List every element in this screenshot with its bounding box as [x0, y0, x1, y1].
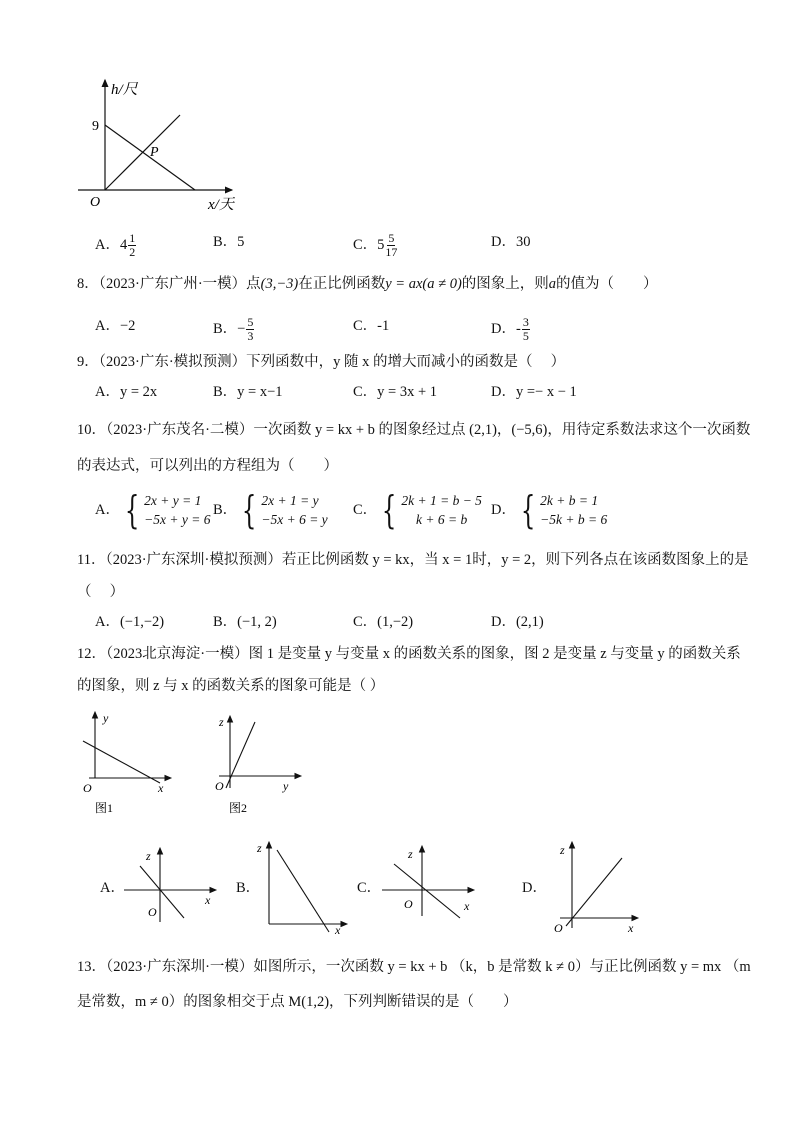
- q7-option-c[interactable]: [353, 232, 398, 259]
- q10-a-brace: {: [124, 488, 140, 532]
- x-axis-label: x/天: [208, 197, 234, 213]
- q10-d-row2: −5k + b = 6: [540, 512, 608, 527]
- opt-d-line: [566, 858, 622, 926]
- q7-option-d[interactable]: D．30: [491, 234, 531, 250]
- q11-option-d[interactable]: D．(2,1): [491, 614, 544, 630]
- opt-c-z-label: z: [408, 847, 413, 861]
- q10-c-row1: 2k + 1 = b − 5: [401, 493, 482, 508]
- q8-option-b-fraction: [246, 316, 254, 343]
- fig2-origin: O: [215, 779, 224, 793]
- point-p-label: P: [150, 145, 159, 160]
- q10-d-label: D．: [491, 502, 516, 518]
- q7-option-c-fraction: [385, 232, 397, 259]
- q8-stem: [77, 274, 658, 294]
- q12-option-a-graph[interactable]: [120, 840, 220, 930]
- q11-option-a[interactable]: A．(−1,−2): [95, 614, 165, 630]
- q10-c-label: C．: [353, 502, 378, 518]
- fig2-y-label: y: [283, 779, 289, 793]
- q10-option-b[interactable]: [213, 488, 328, 532]
- fig1-origin: O: [83, 781, 92, 795]
- fig1-y-label: y: [103, 711, 109, 725]
- q12-option-c-graph[interactable]: [378, 840, 478, 920]
- q10-stem-line1: 10．（2023·广东茂名·二模）一次函数 y = kx + b 的图象经过点 (2,1)，(−5,6)，用待定系数法求这个一次函数: [77, 422, 751, 438]
- opt-b-x-label: x: [335, 923, 341, 937]
- q11-stem-line2: （ ）: [77, 584, 125, 600]
- opt-a-x-label: x: [205, 893, 211, 907]
- q8-text-4: 的值为（ ）: [556, 276, 658, 292]
- q10-b-row2: −5x + 6 = y: [261, 512, 328, 527]
- q10-c-brace: {: [382, 488, 397, 532]
- q8-option-b-prefix: B．−: [213, 320, 246, 337]
- q10-option-a[interactable]: [95, 488, 211, 532]
- fig1-caption: 图1: [95, 801, 114, 815]
- q9-option-a[interactable]: A．y = 2x: [95, 384, 158, 400]
- q12-option-d-graph[interactable]: [550, 836, 642, 938]
- q8-d-numerator: 3: [522, 315, 529, 329]
- q10-d-brace: {: [520, 488, 536, 532]
- opt-a-z-label: z: [146, 849, 151, 863]
- opt-d-x-label: x: [628, 921, 634, 935]
- fig2-caption: 图2: [229, 801, 248, 815]
- q8-option-c[interactable]: C．-1: [353, 318, 390, 334]
- q12-stem-line1: 12．（2023北京海淀·一模）图 1 是变量 y 与变量 x 的函数关系的图象，图 2 是变量 z 与变量 y 的函数关系: [77, 646, 741, 662]
- q10-a-row2: −5x + y = 6: [144, 512, 211, 527]
- q10-b-row1: 2x + 1 = y: [261, 493, 319, 508]
- q12-option-b-label[interactable]: B．: [236, 880, 261, 896]
- origin-label: O: [90, 195, 101, 210]
- q10-c-row2: k + 6 = b: [416, 512, 468, 527]
- q8-point: (3,−3): [260, 276, 299, 292]
- q11-option-c[interactable]: C．(1,−2): [353, 614, 414, 630]
- q10-stem-line2: 的表达式，可以列出的方程组为（ ）: [77, 458, 338, 474]
- q8-d-denominator: 5: [522, 329, 529, 343]
- q8-variable: a: [548, 276, 557, 292]
- q7-c-denominator: 17: [385, 245, 398, 259]
- q10-a-label: A．: [95, 502, 120, 518]
- opt-b-z-label: z: [257, 841, 262, 855]
- q7-option-c-prefix: C．5: [353, 236, 385, 253]
- opt-a-line: [140, 866, 184, 918]
- graph-water-depth: [70, 72, 250, 217]
- q8-option-d-prefix: D．-: [491, 320, 521, 337]
- opt-c-x-label: x: [464, 899, 470, 913]
- q8-text-1: 8．（2023·广东广州·一模）点: [77, 276, 261, 292]
- q7-a-numerator: 1: [129, 231, 136, 245]
- q7-c-numerator: 5: [388, 231, 395, 245]
- opt-d-z-label: z: [560, 843, 565, 857]
- q8-option-d[interactable]: [491, 316, 531, 343]
- q8-function: y = ax(a ≠ 0): [385, 276, 462, 292]
- q9-option-b[interactable]: B．y = x−1: [213, 384, 283, 400]
- q11-option-b[interactable]: B．(−1, 2): [213, 614, 277, 630]
- q9-option-d[interactable]: D．y =− x − 1: [491, 384, 577, 400]
- q12-option-a-label[interactable]: A．: [100, 880, 125, 896]
- q13-stem-line1: 13．（2023·广东深圳·一模）如图所示，一次函数 y = kx + b （k，b 是常数 k ≠ 0）与正比例函数 y = mx （m: [77, 959, 751, 975]
- q8-text-3: 的图象上，则: [461, 276, 549, 292]
- q8-text-2: 在正比例函数: [298, 276, 386, 292]
- q11-stem-line1: 11．（2023·广东深圳·模拟预测）若正比例函数 y = kx，当 x = 1时，y = 2，则下列各点在该函数图象上的是: [77, 552, 749, 568]
- q10-b-brace: {: [242, 488, 257, 532]
- q7-a-denominator: 2: [129, 245, 136, 259]
- q12-figure-2: [205, 708, 305, 820]
- fig2-z-label: z: [219, 715, 224, 729]
- q7-option-b[interactable]: B．5: [213, 234, 245, 250]
- q8-b-denominator: 3: [247, 329, 254, 343]
- q7-option-a-fraction: [128, 232, 136, 259]
- q8-b-numerator: 5: [247, 315, 254, 329]
- q7-option-a-prefix: A．4: [95, 236, 128, 253]
- opt-a-origin: O: [148, 905, 157, 919]
- opt-d-origin: O: [554, 921, 563, 935]
- y-tick-9: 9: [92, 119, 99, 134]
- q8-option-d-fraction: [522, 316, 530, 343]
- q12-option-d-label[interactable]: D．: [522, 880, 547, 896]
- fig1-x-label: x: [158, 781, 164, 795]
- q12-figure-1: [75, 708, 175, 820]
- q10-option-d[interactable]: [491, 488, 608, 532]
- q13-stem-line2: 是常数，m ≠ 0）的图象相交于点 M(1,2)，下列判断错误的是（ ）: [77, 994, 518, 1010]
- q12-option-b-graph[interactable]: [255, 836, 350, 938]
- q8-option-b[interactable]: [213, 316, 255, 343]
- q12-stem-line2: 的图象，则 z 与 x 的函数关系的图象可能是（ ）: [77, 678, 385, 694]
- opt-b-line: [277, 850, 329, 932]
- q7-option-a[interactable]: [95, 232, 137, 259]
- increasing-line: [105, 115, 180, 190]
- q10-d-row1: 2k + b = 1: [540, 493, 599, 508]
- q10-b-label: B．: [213, 502, 238, 518]
- q10-a-row1: 2x + y = 1: [144, 493, 202, 508]
- q9-stem: 9．（2023·广东·模拟预测）下列函数中，y 随 x 的增大而减小的函数是（ ）: [77, 354, 566, 370]
- q10-option-c[interactable]: [353, 488, 482, 532]
- q12-option-c-label[interactable]: C．: [357, 880, 382, 896]
- y-axis-label: h/尺: [111, 82, 138, 98]
- q9-option-c[interactable]: C．y = 3x + 1: [353, 384, 438, 400]
- opt-c-origin: O: [404, 897, 413, 911]
- q8-option-a[interactable]: A．−2: [95, 318, 136, 334]
